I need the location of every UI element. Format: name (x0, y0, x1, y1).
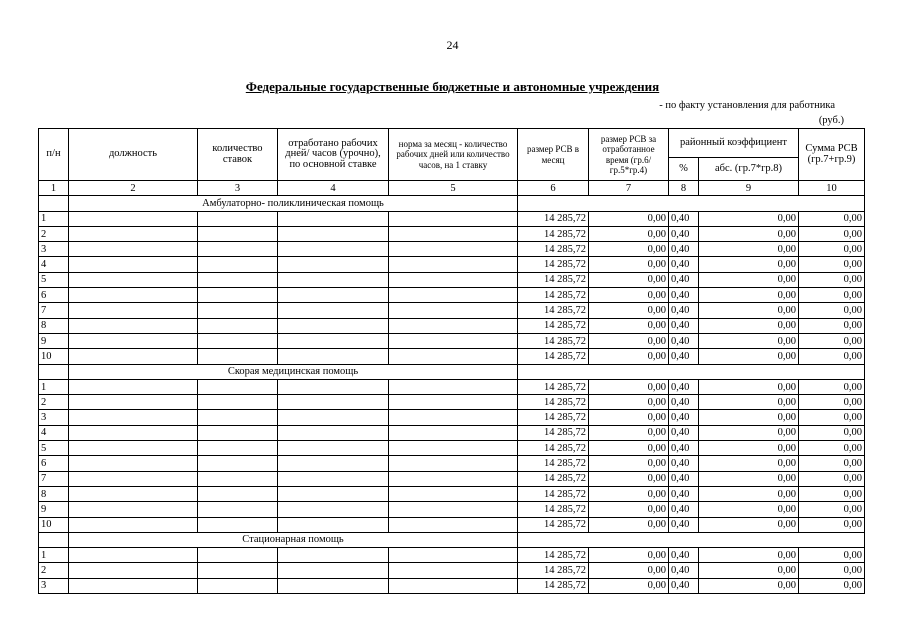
sum-rsv-cell: 0,00 (799, 379, 865, 394)
row-number: 1 (39, 379, 69, 394)
header-rsv-month: размер РСВ в месяц (518, 129, 589, 181)
rsv-month-cell: 14 285,72 (518, 456, 589, 471)
empty-cell (198, 288, 278, 303)
empty-cell (278, 257, 389, 272)
table-row (39, 379, 865, 394)
regional-pct-cell: 0,40 (669, 471, 699, 486)
empty-cell (198, 548, 278, 563)
table-row (39, 257, 865, 272)
empty-cell (518, 196, 865, 211)
empty-cell (278, 349, 389, 364)
regional-abs-cell: 0,00 (699, 379, 799, 394)
empty-cell (389, 486, 518, 501)
empty-cell (278, 379, 389, 394)
rsv-worked-cell: 0,00 (589, 563, 669, 578)
column-number: 8 (669, 181, 699, 196)
header-sum-rsv: Сумма РСВ (гр.7+гр.9) (799, 129, 865, 181)
empty-cell (198, 333, 278, 348)
rsv-month-cell: 14 285,72 (518, 548, 589, 563)
section-row (39, 532, 865, 547)
regional-abs-cell: 0,00 (699, 211, 799, 226)
header-regional: районный коэффициент (669, 129, 799, 158)
regional-pct-cell: 0,40 (669, 410, 699, 425)
rsv-worked-cell: 0,00 (589, 548, 669, 563)
empty-cell (278, 486, 389, 501)
table-row (39, 563, 865, 578)
column-number: 10 (799, 181, 865, 196)
empty-cell (69, 242, 198, 257)
regional-abs-cell: 0,00 (699, 578, 799, 593)
empty-cell (39, 196, 69, 211)
regional-abs-cell: 0,00 (699, 288, 799, 303)
empty-cell (69, 548, 198, 563)
regional-abs-cell: 0,00 (699, 257, 799, 272)
sum-rsv-cell: 0,00 (799, 471, 865, 486)
sum-rsv-cell: 0,00 (799, 333, 865, 348)
rsv-worked-cell: 0,00 (589, 272, 669, 287)
document-title: Федеральные государственные бюджетные и автономные учреждения (245, 79, 660, 94)
regional-pct-cell: 0,40 (669, 456, 699, 471)
rsv-month-cell: 14 285,72 (518, 257, 589, 272)
empty-cell (39, 364, 69, 379)
row-number: 8 (39, 486, 69, 501)
empty-cell (278, 456, 389, 471)
empty-cell (389, 379, 518, 394)
rsv-month-cell: 14 285,72 (518, 517, 589, 532)
table-row (39, 333, 865, 348)
empty-cell (389, 456, 518, 471)
rsv-worked-cell: 0,00 (589, 379, 669, 394)
empty-cell (198, 272, 278, 287)
header-worked: отработано рабочих дней/ часов (урочно), по основной ставке (278, 129, 389, 181)
header-regional-abs: абс. (гр.7*гр.8) (699, 158, 799, 181)
empty-cell (389, 578, 518, 593)
rsv-worked-cell: 0,00 (589, 257, 669, 272)
column-number: 3 (198, 181, 278, 196)
empty-cell (198, 318, 278, 333)
empty-cell (69, 318, 198, 333)
empty-cell (278, 211, 389, 226)
regional-abs-cell: 0,00 (699, 395, 799, 410)
empty-cell (198, 502, 278, 517)
empty-cell (389, 410, 518, 425)
rsv-month-cell: 14 285,72 (518, 333, 589, 348)
sum-rsv-cell: 0,00 (799, 578, 865, 593)
empty-cell (278, 272, 389, 287)
regional-abs-cell: 0,00 (699, 425, 799, 440)
header-rsv-worked: размер РСВ за отработанное время (гр.6/гр.5*гр.4) (589, 129, 669, 181)
header-regional-pct: % (669, 158, 699, 181)
empty-cell (389, 211, 518, 226)
sum-rsv-cell: 0,00 (799, 242, 865, 257)
sum-rsv-cell: 0,00 (799, 441, 865, 456)
rsv-month-cell: 14 285,72 (518, 303, 589, 318)
regional-abs-cell: 0,00 (699, 226, 799, 241)
sum-rsv-cell: 0,00 (799, 211, 865, 226)
row-number: 5 (39, 272, 69, 287)
empty-cell (69, 471, 198, 486)
empty-cell (198, 211, 278, 226)
sum-rsv-cell: 0,00 (799, 272, 865, 287)
regional-pct-cell: 0,40 (669, 318, 699, 333)
empty-cell (69, 272, 198, 287)
row-number: 5 (39, 441, 69, 456)
empty-cell (198, 242, 278, 257)
regional-pct-cell: 0,40 (669, 211, 699, 226)
rsv-table (38, 128, 865, 594)
empty-cell (389, 272, 518, 287)
regional-pct-cell: 0,40 (669, 563, 699, 578)
rsv-worked-cell: 0,00 (589, 441, 669, 456)
rsv-worked-cell: 0,00 (589, 288, 669, 303)
table-row (39, 502, 865, 517)
row-number: 3 (39, 578, 69, 593)
header-norm: норма за месяц - количество рабочих дней или количество часов, на 1 ставку (389, 129, 518, 181)
row-number: 3 (39, 410, 69, 425)
regional-abs-cell: 0,00 (699, 517, 799, 532)
empty-cell (198, 425, 278, 440)
column-number: 9 (699, 181, 799, 196)
regional-pct-cell: 0,40 (669, 502, 699, 517)
empty-cell (518, 364, 865, 379)
empty-cell (278, 318, 389, 333)
empty-cell (198, 226, 278, 241)
table-row (39, 318, 865, 333)
sum-rsv-cell: 0,00 (799, 318, 865, 333)
empty-cell (278, 502, 389, 517)
regional-abs-cell: 0,00 (699, 456, 799, 471)
rsv-month-cell: 14 285,72 (518, 395, 589, 410)
table-row (39, 211, 865, 226)
sum-rsv-cell: 0,00 (799, 257, 865, 272)
row-number: 10 (39, 517, 69, 532)
empty-cell (389, 441, 518, 456)
table-row (39, 288, 865, 303)
regional-abs-cell: 0,00 (699, 242, 799, 257)
row-number: 10 (39, 349, 69, 364)
regional-pct-cell: 0,40 (669, 226, 699, 241)
empty-cell (389, 288, 518, 303)
empty-cell (278, 425, 389, 440)
row-number: 4 (39, 257, 69, 272)
rsv-month-cell: 14 285,72 (518, 318, 589, 333)
sum-rsv-cell: 0,00 (799, 303, 865, 318)
table-row (39, 425, 865, 440)
regional-abs-cell: 0,00 (699, 318, 799, 333)
empty-cell (69, 257, 198, 272)
sum-rsv-cell: 0,00 (799, 486, 865, 501)
empty-cell (198, 303, 278, 318)
regional-abs-cell: 0,00 (699, 471, 799, 486)
sum-rsv-cell: 0,00 (799, 517, 865, 532)
empty-cell (198, 349, 278, 364)
rsv-month-cell: 14 285,72 (518, 471, 589, 486)
table-row (39, 349, 865, 364)
rsv-month-cell: 14 285,72 (518, 211, 589, 226)
regional-abs-cell: 0,00 (699, 486, 799, 501)
empty-cell (389, 226, 518, 241)
empty-cell (278, 226, 389, 241)
empty-cell (389, 563, 518, 578)
empty-cell (69, 333, 198, 348)
row-number: 9 (39, 502, 69, 517)
empty-cell (198, 410, 278, 425)
regional-abs-cell: 0,00 (699, 303, 799, 318)
rsv-worked-cell: 0,00 (589, 242, 669, 257)
regional-abs-cell: 0,00 (699, 410, 799, 425)
rsv-worked-cell: 0,00 (589, 486, 669, 501)
empty-cell (389, 349, 518, 364)
empty-cell (518, 532, 865, 547)
rsv-worked-cell: 0,00 (589, 456, 669, 471)
row-number: 3 (39, 242, 69, 257)
regional-pct-cell: 0,40 (669, 578, 699, 593)
header-position: должность (69, 129, 198, 181)
rsv-month-cell: 14 285,72 (518, 272, 589, 287)
empty-cell (389, 517, 518, 532)
empty-cell (69, 486, 198, 501)
empty-cell (278, 441, 389, 456)
table-row (39, 517, 865, 532)
rsv-month-cell: 14 285,72 (518, 425, 589, 440)
document-subtitle: - по факту установления для работника (659, 100, 835, 111)
rsv-month-cell: 14 285,72 (518, 486, 589, 501)
regional-pct-cell: 0,40 (669, 395, 699, 410)
row-number: 8 (39, 318, 69, 333)
empty-cell (278, 410, 389, 425)
rsv-month-cell: 14 285,72 (518, 410, 589, 425)
regional-pct-cell: 0,40 (669, 288, 699, 303)
rsv-worked-cell: 0,00 (589, 333, 669, 348)
regional-pct-cell: 0,40 (669, 486, 699, 501)
sum-rsv-cell: 0,00 (799, 563, 865, 578)
empty-cell (198, 578, 278, 593)
sum-rsv-cell: 0,00 (799, 395, 865, 410)
rsv-worked-cell: 0,00 (589, 517, 669, 532)
empty-cell (69, 288, 198, 303)
empty-cell (389, 333, 518, 348)
rsv-worked-cell: 0,00 (589, 578, 669, 593)
empty-cell (69, 211, 198, 226)
table-row (39, 548, 865, 563)
row-number: 7 (39, 303, 69, 318)
section-title: Скорая медицинская помощь (69, 364, 518, 379)
section-title: Стационарная помощь (69, 532, 518, 547)
regional-pct-cell: 0,40 (669, 379, 699, 394)
sum-rsv-cell: 0,00 (799, 425, 865, 440)
table-row (39, 410, 865, 425)
rsv-worked-cell: 0,00 (589, 471, 669, 486)
header-pn: п/н (39, 129, 69, 181)
row-number: 9 (39, 333, 69, 348)
regional-abs-cell: 0,00 (699, 441, 799, 456)
row-number: 6 (39, 456, 69, 471)
regional-abs-cell: 0,00 (699, 349, 799, 364)
empty-cell (69, 563, 198, 578)
rsv-month-cell: 14 285,72 (518, 349, 589, 364)
empty-cell (278, 578, 389, 593)
empty-cell (69, 226, 198, 241)
table-row (39, 471, 865, 486)
rsv-month-cell: 14 285,72 (518, 502, 589, 517)
table-row (39, 441, 865, 456)
empty-cell (278, 303, 389, 318)
table-row (39, 395, 865, 410)
rsv-month-cell: 14 285,72 (518, 242, 589, 257)
empty-cell (69, 456, 198, 471)
empty-cell (39, 532, 69, 547)
rsv-month-cell: 14 285,72 (518, 288, 589, 303)
rsv-worked-cell: 0,00 (589, 410, 669, 425)
row-number: 2 (39, 563, 69, 578)
rsv-worked-cell: 0,00 (589, 211, 669, 226)
table-row (39, 242, 865, 257)
empty-cell (198, 379, 278, 394)
empty-cell (198, 486, 278, 501)
rsv-worked-cell: 0,00 (589, 318, 669, 333)
empty-cell (69, 441, 198, 456)
row-number: 2 (39, 395, 69, 410)
rsv-worked-cell: 0,00 (589, 425, 669, 440)
row-number: 6 (39, 288, 69, 303)
empty-cell (389, 257, 518, 272)
rsv-month-cell: 14 285,72 (518, 226, 589, 241)
rsv-worked-cell: 0,00 (589, 395, 669, 410)
row-number: 4 (39, 425, 69, 440)
sum-rsv-cell: 0,00 (799, 548, 865, 563)
sum-rsv-cell: 0,00 (799, 349, 865, 364)
column-number-row (39, 181, 865, 196)
regional-abs-cell: 0,00 (699, 502, 799, 517)
empty-cell (278, 517, 389, 532)
row-number: 7 (39, 471, 69, 486)
regional-pct-cell: 0,40 (669, 333, 699, 348)
empty-cell (389, 425, 518, 440)
empty-cell (198, 563, 278, 578)
empty-cell (198, 441, 278, 456)
empty-cell (198, 456, 278, 471)
section-row (39, 196, 865, 211)
empty-cell (278, 288, 389, 303)
empty-cell (198, 471, 278, 486)
empty-cell (389, 395, 518, 410)
section-title: Амбулаторно- поликлиническая помощь (69, 196, 518, 211)
empty-cell (389, 502, 518, 517)
empty-cell (198, 257, 278, 272)
sum-rsv-cell: 0,00 (799, 288, 865, 303)
empty-cell (389, 471, 518, 486)
row-number: 1 (39, 548, 69, 563)
column-number: 4 (278, 181, 389, 196)
regional-abs-cell: 0,00 (699, 563, 799, 578)
empty-cell (69, 410, 198, 425)
rsv-worked-cell: 0,00 (589, 303, 669, 318)
section-row (39, 364, 865, 379)
regional-pct-cell: 0,40 (669, 548, 699, 563)
rsv-month-cell: 14 285,72 (518, 379, 589, 394)
row-number: 2 (39, 226, 69, 241)
rsv-worked-cell: 0,00 (589, 226, 669, 241)
empty-cell (278, 563, 389, 578)
column-number: 1 (39, 181, 69, 196)
empty-cell (69, 425, 198, 440)
column-number: 5 (389, 181, 518, 196)
table-row (39, 578, 865, 593)
rsv-month-cell: 14 285,72 (518, 578, 589, 593)
table-row (39, 486, 865, 501)
sum-rsv-cell: 0,00 (799, 502, 865, 517)
rsv-worked-cell: 0,00 (589, 502, 669, 517)
header-rates: количество ставок (198, 129, 278, 181)
sum-rsv-cell: 0,00 (799, 226, 865, 241)
empty-cell (278, 395, 389, 410)
regional-pct-cell: 0,40 (669, 349, 699, 364)
column-number: 2 (69, 181, 198, 196)
table-row (39, 272, 865, 287)
empty-cell (389, 303, 518, 318)
empty-cell (278, 471, 389, 486)
empty-cell (278, 242, 389, 257)
empty-cell (389, 318, 518, 333)
column-number: 6 (518, 181, 589, 196)
regional-abs-cell: 0,00 (699, 272, 799, 287)
rsv-month-cell: 14 285,72 (518, 563, 589, 578)
empty-cell (69, 379, 198, 394)
empty-cell (69, 517, 198, 532)
regional-pct-cell: 0,40 (669, 242, 699, 257)
empty-cell (389, 242, 518, 257)
rsv-worked-cell: 0,00 (589, 349, 669, 364)
table-row (39, 456, 865, 471)
empty-cell (69, 303, 198, 318)
empty-cell (198, 395, 278, 410)
regional-pct-cell: 0,40 (669, 303, 699, 318)
regional-pct-cell: 0,40 (669, 517, 699, 532)
empty-cell (389, 548, 518, 563)
empty-cell (69, 349, 198, 364)
table-row (39, 303, 865, 318)
table-body (39, 181, 865, 594)
regional-pct-cell: 0,40 (669, 257, 699, 272)
regional-abs-cell: 0,00 (699, 548, 799, 563)
row-number: 1 (39, 211, 69, 226)
sum-rsv-cell: 0,00 (799, 456, 865, 471)
regional-pct-cell: 0,40 (669, 425, 699, 440)
empty-cell (278, 333, 389, 348)
column-number: 7 (589, 181, 669, 196)
regional-pct-cell: 0,40 (669, 272, 699, 287)
regional-abs-cell: 0,00 (699, 333, 799, 348)
empty-cell (69, 578, 198, 593)
rsv-month-cell: 14 285,72 (518, 441, 589, 456)
empty-cell (198, 517, 278, 532)
page-number: 24 (446, 38, 459, 52)
empty-cell (69, 502, 198, 517)
currency-unit: (руб.) (818, 115, 844, 126)
empty-cell (69, 395, 198, 410)
empty-cell (278, 548, 389, 563)
sum-rsv-cell: 0,00 (799, 410, 865, 425)
table-row (39, 226, 865, 241)
regional-pct-cell: 0,40 (669, 441, 699, 456)
